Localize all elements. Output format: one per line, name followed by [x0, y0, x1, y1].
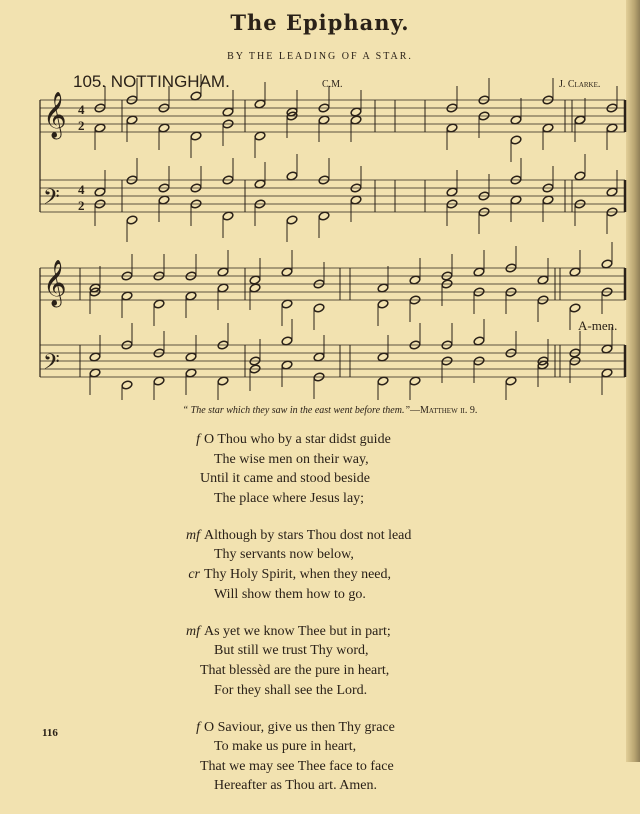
- note-head: [249, 283, 261, 293]
- verse-line: For they shall see the Lord.: [214, 682, 368, 698]
- note-head: [350, 115, 362, 125]
- page-number: 116: [42, 727, 58, 739]
- note-head: [377, 352, 389, 362]
- note-head: [121, 291, 133, 301]
- note-head: [350, 107, 362, 117]
- musical-score: [0, 0, 640, 400]
- hymn-meter: C.M.: [322, 79, 343, 90]
- note-head: [254, 179, 266, 189]
- verse-line: Until it came and stood beside: [200, 471, 370, 487]
- note-head: [185, 291, 197, 301]
- note-head: [510, 115, 522, 125]
- note-head: [318, 211, 330, 221]
- note-head: [313, 303, 325, 313]
- note-head: [537, 275, 549, 285]
- note-head: [158, 195, 170, 205]
- verse-line: Although by stars Thou dost not lead: [204, 527, 412, 543]
- time-signature: 2: [78, 198, 85, 213]
- verse-line: As yet we know Thee but in part;: [204, 623, 391, 639]
- note-head: [350, 195, 362, 205]
- composer: J. Clarke.: [559, 79, 601, 90]
- bass-clef: 𝄢: [43, 350, 60, 380]
- amen-lyric: A-men.: [578, 318, 618, 333]
- note-head: [510, 135, 522, 145]
- note-head: [446, 187, 458, 197]
- dynamic-mark: f: [196, 719, 200, 735]
- note-head: [254, 99, 266, 109]
- note-head: [153, 299, 165, 309]
- note-head: [217, 267, 229, 277]
- note-head: [473, 336, 485, 346]
- note-head: [601, 368, 613, 378]
- note-head: [190, 131, 202, 141]
- scripture-quote: [0, 405, 640, 416]
- note-head: [569, 267, 581, 277]
- dynamic-mark: cr: [188, 567, 200, 583]
- treble-clef: 𝄞: [43, 92, 67, 138]
- note-head: [318, 115, 330, 125]
- verse-line: Hereafter as Thou art. Amen.: [214, 778, 378, 794]
- time-signature: 2: [78, 118, 85, 133]
- verse-line: That we may see Thee face to face: [200, 758, 394, 774]
- treble-clef: 𝄞: [43, 260, 67, 306]
- verse-line: Thy Holy Spirit, when they need,: [204, 567, 392, 583]
- note-head: [286, 215, 298, 225]
- dynamic-mark: mf: [186, 623, 200, 639]
- verse-line: Thy servants now below,: [214, 547, 354, 563]
- note-head: [217, 376, 229, 386]
- note-head: [126, 215, 138, 225]
- verse-line: O Thou who by a star didst guide: [204, 432, 391, 447]
- verse-line: O Saviour, give us then Thy grace: [204, 719, 395, 735]
- note-head: [569, 303, 581, 313]
- note-head: [281, 360, 293, 370]
- note-head: [601, 259, 613, 269]
- note-head: [377, 299, 389, 309]
- time-signature: 4: [78, 102, 85, 117]
- note-head: [94, 123, 106, 133]
- note-head: [185, 352, 197, 362]
- verse-line: To make us pure in heart,: [214, 739, 357, 755]
- note-head: [409, 376, 421, 386]
- note-head: [121, 380, 133, 390]
- verse-line: The place where Jesus lay;: [214, 490, 365, 506]
- note-head: [409, 275, 421, 285]
- verse-line: But still we trust Thy word,: [214, 643, 369, 659]
- dynamic-mark: mf: [186, 527, 200, 543]
- note-head: [377, 283, 389, 293]
- note-head: [377, 376, 389, 386]
- note-head: [254, 131, 266, 141]
- note-head: [249, 275, 261, 285]
- note-head: [542, 195, 554, 205]
- note-head: [313, 352, 325, 362]
- hymn-subtitle: BY THE LEADING OF A STAR.: [227, 51, 413, 62]
- quote-source: —Matthew ii. 9.: [410, 405, 478, 416]
- hymn-text: [186, 430, 412, 814]
- note-head: [153, 376, 165, 386]
- note-head: [89, 352, 101, 362]
- note-head: [222, 107, 234, 117]
- verse-line: The wise men on their way,: [214, 451, 369, 467]
- hymn-number-tune: 105. NOTTINGHAM.: [73, 72, 230, 91]
- note-head: [542, 123, 554, 133]
- note-head: [574, 171, 586, 181]
- note-head: [222, 211, 234, 221]
- note-head: [510, 195, 522, 205]
- note-head: [185, 368, 197, 378]
- stanza-1: [196, 430, 411, 508]
- note-head: [126, 115, 138, 125]
- note-head: [574, 115, 586, 125]
- note-head: [606, 123, 618, 133]
- note-head: [89, 368, 101, 378]
- dynamic-mark: f: [196, 432, 200, 447]
- note-head: [473, 267, 485, 277]
- note-head: [158, 123, 170, 133]
- stanza-2: [186, 526, 412, 604]
- note-head: [94, 187, 106, 197]
- bass-clef: 𝄢: [43, 185, 60, 215]
- section-title: The Epiphany.: [230, 10, 410, 35]
- note-head: [217, 283, 229, 293]
- note-head: [505, 376, 517, 386]
- note-head: [286, 171, 298, 181]
- quote-text: “ The star which they saw in the east went before them.”: [182, 405, 411, 416]
- verse-line: Will show them how to go.: [214, 586, 366, 602]
- note-head: [601, 344, 613, 354]
- note-head: [281, 267, 293, 277]
- note-head: [281, 299, 293, 309]
- note-head: [281, 336, 293, 346]
- verse-line: That blessèd are the pure in heart,: [200, 662, 390, 678]
- note-head: [446, 123, 458, 133]
- note-head: [606, 187, 618, 197]
- stanza-3: [186, 622, 411, 700]
- time-signature: 4: [78, 182, 85, 197]
- note-head: [190, 91, 202, 101]
- stanza-4: [196, 718, 411, 796]
